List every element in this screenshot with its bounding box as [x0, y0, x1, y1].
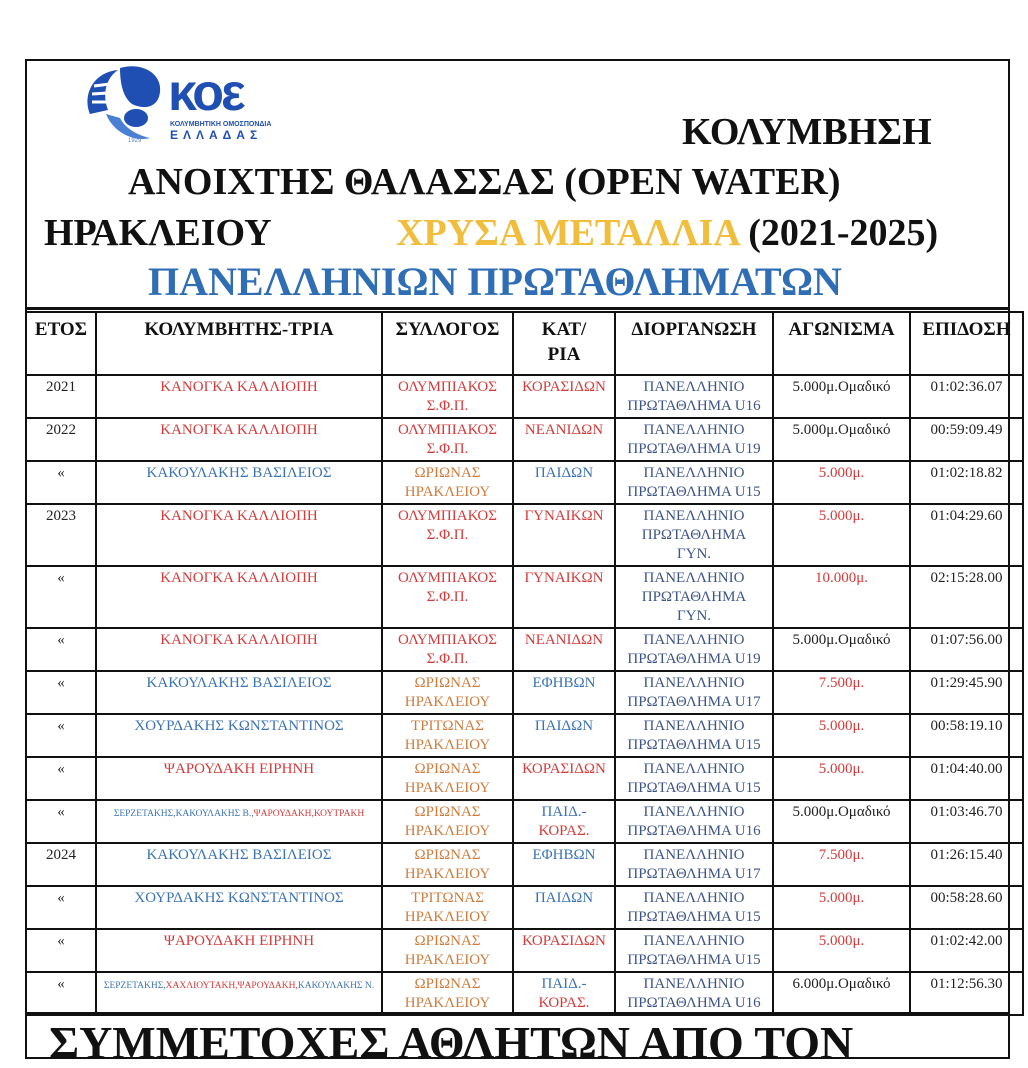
cell-time: 00:59:09.49: [910, 418, 1023, 461]
cell-swimmer: ΚΑΚΟΥΛΑΚΗΣ ΒΑΣΙΛΕΙΟΣ: [96, 671, 382, 714]
cell-competition: ΠΑΝΕΛΛΗΝΙΟ ΠΡΩΤΑΘΛΗΜΑ ΓΥΝ.: [615, 504, 773, 566]
cell-event: 5.000μ.Ομαδικό: [773, 800, 910, 843]
category-boys: ΠΑΙΔ.-: [541, 976, 587, 992]
svg-text:1929: 1929: [128, 138, 142, 144]
cell-club: ΟΛΥΜΠΙΑΚΟΣ Σ.Φ.Π.: [382, 375, 513, 418]
cell-club: ΩΡΙΩΝΑΣ ΗΡΑΚΛΕΙΟΥ: [382, 843, 513, 886]
category-girls: ΚΟΡΑΣ.: [538, 995, 590, 1011]
cell-category: ΠΑΙΔΩΝ: [513, 886, 615, 929]
table-row: [26, 800, 1023, 843]
cell-category: ΝΕΑΝΙΔΩΝ: [513, 628, 615, 671]
cell-event: 10.000μ.: [773, 566, 910, 628]
cell-category: ΝΕΑΝΙΔΩΝ: [513, 418, 615, 461]
cell-competition: ΠΑΝΕΛΛΗΝΙΟ ΠΡΩΤΑΘΛΗΜΑ U15: [615, 886, 773, 929]
cell-year: «: [26, 929, 96, 972]
title-city: ΗΡΑΚΛΕΙΟΥ: [44, 212, 272, 254]
cell-competition: ΠΑΝΕΛΛΗΝΙΟ ΠΡΩΤΑΘΛΗΜΑ U17: [615, 671, 773, 714]
cell-event: 5.000μ.Ομαδικό: [773, 375, 910, 418]
cell-swimmer: ΚΑΚΟΥΛΑΚΗΣ ΒΑΣΙΛΕΙΟΣ: [96, 461, 382, 504]
cell-swimmer: ΚΑΝΟΓΚΑ ΚΑΛΛΙΟΠΗ: [96, 628, 382, 671]
cell-club: ΩΡΙΩΝΑΣ ΗΡΑΚΛΕΙΟΥ: [382, 671, 513, 714]
cell-year: «: [26, 461, 96, 504]
cell-year: 2024: [26, 843, 96, 886]
cell-year: 2023: [26, 504, 96, 566]
cell-event: 5.000μ.: [773, 504, 910, 566]
cell-competition: ΠΑΝΕΛΛΗΝΙΟ ΠΡΩΤΑΘΛΗΜΑ U17: [615, 843, 773, 886]
relay-swimmer-4: ΚΑΚΟΥΛΑΚΗΣ Ν.: [297, 981, 375, 991]
cell-time: 01:03:46.70: [910, 800, 1023, 843]
cell-competition: ΠΑΝΕΛΛΗΝΙΟ ΠΡΩΤΑΘΛΗΜΑ U15: [615, 714, 773, 757]
category-boys: ΠΑΙΔ.-: [541, 804, 587, 820]
table-row: [26, 757, 1023, 800]
cell-swimmer: ΚΑΝΟΓΚΑ ΚΑΛΛΙΟΠΗ: [96, 504, 382, 566]
cell-club: ΟΛΥΜΠΙΑΚΟΣ Σ.Φ.Π.: [382, 418, 513, 461]
cell-category: ΚΟΡΑΣΙΔΩΝ: [513, 375, 615, 418]
cell-club: ΩΡΙΩΝΑΣ ΗΡΑΚΛΕΙΟΥ: [382, 929, 513, 972]
cell-category: [513, 972, 615, 1015]
relay-swimmers-girls: ΨΑΡΟΥΔΑΚΗ,ΚΟΥΤΡΑΚΗ: [253, 809, 365, 819]
title-medals: [396, 214, 938, 252]
cell-time: 01:04:40.00: [910, 757, 1023, 800]
table-row: [26, 566, 1023, 628]
title-divider: [25, 307, 1010, 310]
cell-year: 2021: [26, 375, 96, 418]
cell-year: «: [26, 800, 96, 843]
svg-text:ΚΟΛΥΜΒΗΤΙΚΗ ΟΜΟΣΠΟΝΔΙΑ: ΚΟΛΥΜΒΗΤΙΚΗ ΟΜΟΣΠΟΝΔΙΑ: [170, 121, 272, 128]
cell-competition: ΠΑΝΕΛΛΗΝΙΟ ΠΡΩΤΑΘΛΗΜΑ U16: [615, 800, 773, 843]
cell-club: ΟΛΥΜΠΙΑΚΟΣ Σ.Φ.Π.: [382, 504, 513, 566]
header-time: ΕΠΙΔΟΣΗ: [910, 312, 1023, 375]
gold-medals-label: ΧΡΥΣΑ ΜΕΤΑΛΛΙΑ: [396, 212, 739, 254]
cell-swimmer: ΚΑΝΟΓΚΑ ΚΑΛΛΙΟΠΗ: [96, 566, 382, 628]
cell-event: 5.000μ.: [773, 929, 910, 972]
cell-event: 5.000μ.: [773, 757, 910, 800]
cell-year: «: [26, 886, 96, 929]
header-club: ΣΥΛΛΟΓΟΣ: [382, 312, 513, 375]
cell-event: 5.000μ.: [773, 886, 910, 929]
title-line-1: ΚΟΛΥΜΒΗΣΗ: [682, 111, 932, 153]
cell-club: ΩΡΙΩΝΑΣ ΗΡΑΚΛΕΙΟΥ: [382, 972, 513, 1015]
table-row: [26, 972, 1023, 1015]
table-row: [26, 504, 1023, 566]
cell-competition: ΠΑΝΕΛΛΗΝΙΟ ΠΡΩΤΑΘΛΗΜΑ U15: [615, 757, 773, 800]
cell-swimmer: ΨΑΡΟΥΔΑΚΗ ΕΙΡΗΝΗ: [96, 929, 382, 972]
cell-swimmer: ΚΑΚΟΥΛΑΚΗΣ ΒΑΣΙΛΕΙΟΣ: [96, 843, 382, 886]
cell-category: ΚΟΡΑΣΙΔΩΝ: [513, 929, 615, 972]
cell-competition: ΠΑΝΕΛΛΗΝΙΟ ΠΡΩΤΑΘΛΗΜΑ ΓΥΝ.: [615, 566, 773, 628]
cell-category: ΓΥΝΑΙΚΩΝ: [513, 566, 615, 628]
table-row: [26, 671, 1023, 714]
relay-swimmer-1: ΣΕΡΖΕΤΑΚΗΣ,: [103, 981, 166, 991]
relay-swimmers-girls: ΧΑΧΛΙΟΥΤΑΚΗ,ΨΑΡΟΥΔΑΚΗ,: [165, 981, 298, 991]
cell-club: ΤΡΙΤΩΝΑΣ ΗΡΑΚΛΕΙΟΥ: [382, 714, 513, 757]
cell-swimmer: ΚΑΝΟΓΚΑ ΚΑΛΛΙΟΠΗ: [96, 418, 382, 461]
svg-text:ΕΛΛΑΔΑΣ: ΕΛΛΑΔΑΣ: [170, 128, 263, 142]
cell-time: 01:02:36.07: [910, 375, 1023, 418]
cell-event: 7.500μ.: [773, 843, 910, 886]
cell-club: ΤΡΙΤΩΝΑΣ ΗΡΑΚΛΕΙΟΥ: [382, 886, 513, 929]
cell-event: 5.000μ.Ομαδικό: [773, 628, 910, 671]
cell-event: 7.500μ.: [773, 671, 910, 714]
category-girls: ΚΟΡΑΣ.: [538, 823, 590, 839]
cell-competition: ΠΑΝΕΛΛΗΝΙΟ ΠΡΩΤΑΘΛΗΜΑ U19: [615, 418, 773, 461]
cell-time: 00:58:19.10: [910, 714, 1023, 757]
cell-event: 5.000μ.Ομαδικό: [773, 418, 910, 461]
cell-swimmer: [96, 800, 382, 843]
title-years: (2021-2025): [738, 212, 939, 254]
cell-swimmer: ΧΟΥΡΔΑΚΗΣ ΚΩΝΣΤΑΝΤΙΝΟΣ: [96, 714, 382, 757]
cell-year: «: [26, 972, 96, 1015]
cell-club: ΩΡΙΩΝΑΣ ΗΡΑΚΛΕΙΟΥ: [382, 800, 513, 843]
cell-competition: ΠΑΝΕΛΛΗΝΙΟ ΠΡΩΤΑΘΛΗΜΑ U16: [615, 972, 773, 1015]
cell-time: 01:29:45.90: [910, 671, 1023, 714]
cell-swimmer: [96, 972, 382, 1015]
table-row: [26, 628, 1023, 671]
table-header-row: [26, 312, 1023, 375]
cell-competition: ΠΑΝΕΛΛΗΝΙΟ ΠΡΩΤΑΘΛΗΜΑ U15: [615, 461, 773, 504]
cell-event: 6.000μ.Ομαδικό: [773, 972, 910, 1015]
table-row: [26, 843, 1023, 886]
table-row: [26, 714, 1023, 757]
table-row: [26, 886, 1023, 929]
table-row: [26, 929, 1023, 972]
table-row: [26, 461, 1023, 504]
cell-club: ΟΛΥΜΠΙΑΚΟΣ Σ.Φ.Π.: [382, 628, 513, 671]
header-year: ΕΤΟΣ: [26, 312, 96, 375]
header-category: ΚΑΤ/ ΡΙΑ: [513, 312, 615, 375]
cell-swimmer: ΚΑΝΟΓΚΑ ΚΑΛΛΙΟΠΗ: [96, 375, 382, 418]
cell-competition: ΠΑΝΕΛΛΗΝΙΟ ΠΡΩΤΑΘΛΗΜΑ U16: [615, 375, 773, 418]
cell-year: «: [26, 628, 96, 671]
records-table: [25, 311, 1024, 1016]
cell-time: 00:58:28.60: [910, 886, 1023, 929]
header-swimmer: ΚΟΛΥΜΒΗΤΗΣ-ΤΡΙΑ: [96, 312, 382, 375]
cell-category: ΕΦΗΒΩΝ: [513, 843, 615, 886]
cell-competition: ΠΑΝΕΛΛΗΝΙΟ ΠΡΩΤΑΘΛΗΜΑ U19: [615, 628, 773, 671]
title-line-4: ΠΑΝΕΛΛΗΝΙΩΝ ΠΡΩΤΑΘΛΗΜΑΤΩΝ: [148, 259, 842, 304]
koe-logo: [80, 64, 285, 144]
cell-club: ΩΡΙΩΝΑΣ ΗΡΑΚΛΕΙΟΥ: [382, 757, 513, 800]
table-row: [26, 418, 1023, 461]
cell-event: 5.000μ.: [773, 714, 910, 757]
header-event: ΑΓΩΝΙΣΜΑ: [773, 312, 910, 375]
cell-time: 01:02:18.82: [910, 461, 1023, 504]
cell-year: «: [26, 757, 96, 800]
cell-club: ΩΡΙΩΝΑΣ ΗΡΑΚΛΕΙΟΥ: [382, 461, 513, 504]
cell-time: 02:15:28.00: [910, 566, 1023, 628]
cell-time: 01:04:29.60: [910, 504, 1023, 566]
koe-emblem-icon: [80, 64, 285, 144]
svg-text:κοε: κοε: [168, 64, 243, 122]
footer-banner-text: ΣΥΜΜΕΤΟΧΕΣ ΑΘΛΗΤΩΝ ΑΠΟ ΤΟΝ: [49, 1017, 854, 1068]
cell-category: ΠΑΙΔΩΝ: [513, 461, 615, 504]
cell-category: ΓΥΝΑΙΚΩΝ: [513, 504, 615, 566]
cell-time: 01:02:42.00: [910, 929, 1023, 972]
cell-club: ΟΛΥΜΠΙΑΚΟΣ Σ.Φ.Π.: [382, 566, 513, 628]
relay-swimmers-boys: ΣΕΡΖΕΤΑΚΗΣ,ΚΑΚΟΥΛΑΚΗΣ Β.,: [113, 809, 254, 819]
cell-category: ΚΟΡΑΣΙΔΩΝ: [513, 757, 615, 800]
cell-time: 01:26:15.40: [910, 843, 1023, 886]
cell-category: [513, 800, 615, 843]
cell-category: ΕΦΗΒΩΝ: [513, 671, 615, 714]
cell-year: «: [26, 671, 96, 714]
cell-time: 01:07:56.00: [910, 628, 1023, 671]
footer-banner-cut: [25, 1012, 1010, 1068]
cell-time: 01:12:56.30: [910, 972, 1023, 1015]
title-line-2: ΑΝΟΙΧΤΗΣ ΘΑΛΑΣΣΑΣ (OPEN WATER): [128, 161, 841, 203]
cell-category: ΠΑΙΔΩΝ: [513, 714, 615, 757]
header-competition: ΔΙΟΡΓΑΝΩΣΗ: [615, 312, 773, 375]
table-row: [26, 375, 1023, 418]
cell-competition: ΠΑΝΕΛΛΗΝΙΟ ΠΡΩΤΑΘΛΗΜΑ U15: [615, 929, 773, 972]
cell-swimmer: ΧΟΥΡΔΑΚΗΣ ΚΩΝΣΤΑΝΤΙΝΟΣ: [96, 886, 382, 929]
cell-year: «: [26, 714, 96, 757]
cell-swimmer: ΨΑΡΟΥΔΑΚΗ ΕΙΡΗΝΗ: [96, 757, 382, 800]
cell-event: 5.000μ.: [773, 461, 910, 504]
cell-year: «: [26, 566, 96, 628]
cell-year: 2022: [26, 418, 96, 461]
